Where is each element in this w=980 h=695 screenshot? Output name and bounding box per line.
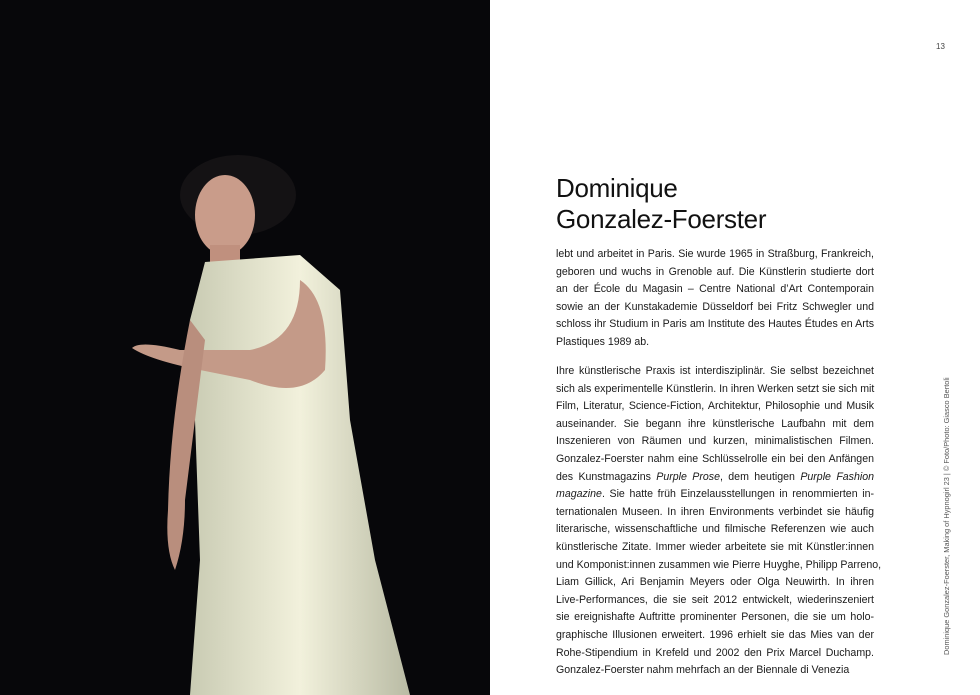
biography-paragraph-2 — [556, 363, 882, 680]
text-line: künstlerische Zitate. Immer wieder arbeitete sie mit Künstler:innen — [556, 540, 874, 553]
artist-name-heading — [556, 173, 766, 235]
text-line: sich als experimentelle Künstlerin. In ihren Werken setzt sie sich mit — [556, 382, 875, 395]
text-line: Liam Gillick, Ari Benjamin Meyers oder Olga Neuwirth. In ihren — [556, 576, 874, 589]
text-line: sie ereignishafte Auftritte prominenter Personen, die sie um holo- — [556, 611, 874, 624]
text-line: literarische, wissenschaftliche und filmische Referenzen wie auch — [556, 523, 874, 536]
text-line: Gonzalez-Foerster nahm mehrfach an der Biennale di Venezia — [556, 664, 850, 677]
text-line: Rohe-Stipendium in Krefeld und 2002 den Prix Marcel Duchamp. — [556, 646, 874, 659]
text-line: an der École du Magasin – Centre National d’Art Contemporain — [556, 283, 874, 296]
text-line: schloss ihr Studium in Paris am Institute des Hautes Études en Arts — [556, 318, 874, 331]
title-line: Dominique — [556, 173, 678, 203]
text-line: graphische Illusionen erweitert. 1996 erhielt sie das Mies van der — [556, 628, 874, 641]
biography-paragraph-1 — [556, 246, 874, 352]
text-line: sowie an der Kunstakademie Düsseldorf bei Fritz Schwegler und — [556, 300, 874, 313]
text-line: ternationalen Museen. In ihren Environments verbindet sie häufig — [556, 505, 874, 518]
text-line: Gonzalez-Foerster nahm eine Schlüsselrolle ein bei den Anfängen — [556, 452, 874, 465]
photo-caption: Dominique Gonzalez-Foerster, Making of Hypnogirl 23 | © Foto/Photo: Giasco Bertoli — [942, 377, 951, 655]
text-line: Inszenieren von Räumen und kurzen, minimalistischen Filmen. — [556, 435, 874, 448]
text-line: auseinander. Sie begann ihre künstlerische Laufbahn mit dem — [556, 417, 874, 430]
text-line: magazine. Sie hatte früh Einzelausstellungen in renommierten in- — [556, 488, 874, 501]
text-line: Live-Performances, die sie seit 2012 entwickelt, wiederinszeniert — [556, 593, 874, 606]
text-line: und Komponist:innen zusammen wie Pierre Huyghe, Philipp Parreno, — [556, 558, 882, 571]
text-line: Film, Literatur, Science-Fiction, Architektur, Philosophie und Musik — [556, 400, 874, 413]
text-line: lebt und arbeitet in Paris. Sie wurde 1965 in Straßburg, Frankreich, — [556, 248, 874, 260]
title-line: Gonzalez-Foerster — [556, 204, 767, 234]
text-line: des Kunstmagazins Purple Prose, dem heutigen Purple Fashion — [556, 470, 875, 483]
text-line: geboren und wuchs in Grenoble auf. Die Künstlerin studierte dort — [556, 265, 874, 278]
page-number: 13 — [936, 42, 945, 51]
text-line: Plastiques 1989 ab. — [556, 335, 650, 348]
text-line: Ihre künstlerische Praxis ist interdisziplinär. Sie selbst bezeichnet — [556, 365, 874, 377]
